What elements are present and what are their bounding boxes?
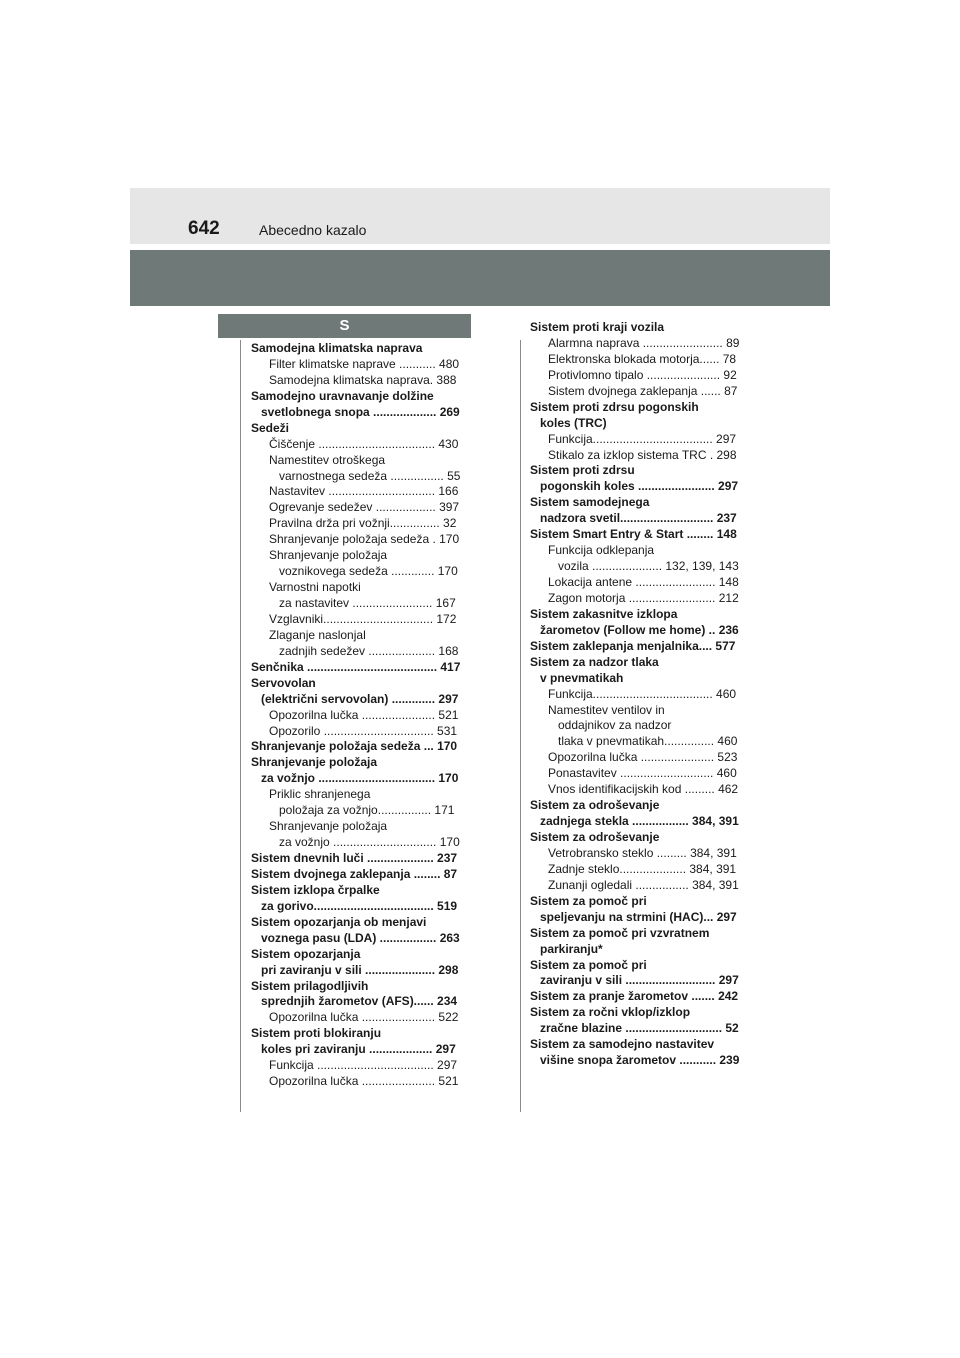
- index-entry: Samodejna klimatska naprava: [251, 341, 423, 355]
- index-subentry: voznikovega sedeža ............. 170: [279, 564, 458, 579]
- index-subentry: sprednjih žarometov (AFS)...... 234: [261, 994, 458, 1009]
- index-subentry: Vetrobransko steklo ......... 384, 391: [548, 845, 737, 860]
- index-subentry: Lokacija antene ........................ 148: [548, 575, 739, 589]
- index-subentry: zaviranju v sili ........................... 297: [540, 973, 739, 988]
- index-subentry: Namestitev otroškega: [269, 452, 386, 467]
- index-subentry: Funkcija.................................... 297: [548, 431, 737, 446]
- index-subentry: nadzora svetil............................ 237: [540, 511, 737, 526]
- index-entry: Sistem samodejnega: [530, 495, 650, 510]
- index-entry: Sistem Smart Entry & Start ........ 148: [530, 527, 737, 542]
- index-subentry: Shranjevanje položaja: [269, 819, 388, 834]
- index-subentry: žarometov (Follow me home) .. 236: [540, 622, 739, 637]
- index-subentry: Protivlomno tipalo ...................... 92: [548, 367, 737, 382]
- index-entry: Sistem proti zdrsu: [530, 463, 635, 478]
- page-number: 642: [188, 218, 220, 239]
- index-subentry: Funkcija.................................... 460: [548, 686, 737, 701]
- index-subentry: Funkcija ................................... 297: [269, 1058, 458, 1073]
- index-subentry: za vožnjo ................................... 170: [261, 771, 459, 786]
- index-subentry: pogonskih koles ....................... 297: [540, 479, 739, 494]
- index-subentry: pri zaviranju v sili ..................... 298: [261, 962, 459, 977]
- index-subentry: Čiščenje ................................... 430: [269, 436, 459, 451]
- index-subentry: Opozorilna lučka ...................... 521: [269, 1074, 459, 1089]
- index-subentry: Vzglavniki................................. 172: [269, 611, 457, 626]
- index-entry: Sistem prilagodljivih: [251, 978, 369, 993]
- index-entry: Sistem zakasnitve izklopa: [530, 606, 678, 621]
- index-entry: Sistem za odroševanje: [530, 830, 660, 844]
- index-entry: Samodejno uravnavanje dolžine: [251, 388, 434, 403]
- index-entry: Sistem izklopa črpalke: [251, 882, 380, 897]
- index-subentry: za gorivo.................................... 519: [261, 898, 458, 913]
- index-entry: Sistem proti blokiranju: [251, 1026, 382, 1041]
- index-subentry: Shranjevanje položaja sedeža . 170: [269, 532, 460, 547]
- index-subentry: za vožnjo ............................... 170: [279, 835, 460, 850]
- index-subentry: Alarmna naprava ........................ 89: [548, 335, 740, 350]
- index-subentry: varnostnega sedeža ................ 55: [279, 468, 461, 483]
- index-subentry: (električni servovolan) ............. 297: [261, 691, 459, 706]
- index-entry: Sistem proti kraji vozila: [530, 320, 665, 334]
- section-title: Abecedno kazalo: [259, 222, 367, 238]
- header-bar: [130, 188, 830, 244]
- index-entry: Sistem za pomoč pri vzvratnem: [530, 925, 710, 940]
- index-entry: Sistem za samodejno nastavitev: [530, 1037, 715, 1052]
- index-subentry: Opozorilna lučka ...................... 523: [548, 750, 738, 765]
- index-subentry: v pnevmatikah: [540, 670, 624, 685]
- index-subentry: Opozorilo ................................. 531: [269, 723, 458, 738]
- index-subentry: Vnos identifikacijskih kod ......... 462: [548, 782, 739, 797]
- index-subentry: oddajnikov za nadzor: [558, 718, 672, 733]
- index-subentry: Sistem dvojnega zaklepanja ...... 87: [548, 383, 738, 398]
- left-column-rule: [240, 340, 241, 1112]
- index-subentry: Varnostni napotki: [269, 580, 361, 595]
- index-subentry: Ogrevanje sedežev .................. 397: [269, 500, 460, 515]
- index-subentry: zračne blazine ............................. 52: [540, 1021, 739, 1036]
- index-subentry: vozila ..................... 132, 139, 143: [558, 559, 739, 574]
- index-entry: Sistem za odroševanje: [530, 798, 660, 813]
- index-subentry: višine snopa žarometov ........... 239: [540, 1053, 740, 1068]
- index-subentry: Zagon motorja .......................... 212: [548, 590, 739, 605]
- index-entry: Sedeži: [251, 420, 290, 435]
- index-entry: Shranjevanje položaja: [251, 755, 378, 770]
- index-subentry: Priklic shranjenega: [269, 787, 371, 802]
- header-band: [130, 250, 830, 306]
- index-subentry: Stikalo za izklop sistema TRC . 298: [548, 447, 737, 462]
- index-entry: Sistem zaklepanja menjalnika.... 577: [530, 638, 736, 653]
- index-subentry: Filter klimatske naprave ........... 480: [269, 356, 460, 371]
- index-subentry: tlaka v pnevmatikah............... 460: [558, 734, 738, 749]
- index-subentry: Pravilna drža pri vožnji............... 32: [269, 516, 457, 531]
- index-entry: Sistem za pomoč pri: [530, 893, 647, 908]
- index-subentry: svetlobnega snopa ................... 269: [261, 404, 460, 419]
- index-entry: Sistem za pranje žarometov ....... 242: [530, 989, 739, 1004]
- right-column-rule: [520, 340, 521, 1112]
- index-subentry: Ponastavitev ............................ 460: [548, 766, 737, 781]
- index-entry: Sistem dvojnega zaklepanja ........ 87: [251, 866, 458, 881]
- index-entry: Sistem za nadzor tlaka: [530, 654, 659, 669]
- index-subentry: za nastavitev ........................ 167: [279, 596, 456, 610]
- index-entry: Shranjevanje položaja sedeža ... 170: [251, 739, 458, 754]
- index-subentry: Zunanji ogledali ................ 384, 391: [548, 877, 739, 892]
- index-letter-tab: S: [218, 314, 471, 338]
- index-subentry: zadnjega stekla ................. 384, 391: [540, 814, 739, 829]
- index-entry: Sistem dnevnih luči .................... 237: [251, 851, 458, 865]
- index-entry: Sistem za pomoč pri: [530, 957, 647, 972]
- index-column-left: [251, 341, 472, 1090]
- index-subentry: Opozorilna lučka ...................... 522: [269, 1010, 459, 1025]
- index-entry: Senčnika ....................................... 417: [251, 659, 461, 674]
- index-subentry: parkiranju*: [540, 941, 603, 956]
- index-subentry: zadnjih sedežev .................... 168: [279, 643, 459, 658]
- index-entry: Sistem opozarjanja ob menjavi: [251, 914, 427, 929]
- index-subentry: speljevanju na strmini (HAC)... 297: [540, 909, 737, 924]
- index-subentry: položaja za vožnjo................ 171: [279, 803, 455, 818]
- index-subentry: Shranjevanje položaja: [269, 548, 388, 563]
- index-subentry: Opozorilna lučka ...................... 521: [269, 707, 459, 722]
- index-entry: Sistem proti zdrsu pogonskih: [530, 399, 699, 414]
- index-subentry: Nastavitev ................................ 166: [269, 484, 459, 499]
- index-subentry: Zlaganje naslonjal: [269, 627, 366, 642]
- index-entry: Sistem za ročni vklop/izklop: [530, 1005, 691, 1020]
- index-column-right: [530, 320, 750, 1069]
- index-subentry: voznega pasu (LDA) ................. 263: [261, 930, 460, 945]
- index-subentry: koles (TRC): [540, 415, 607, 430]
- index-subentry: koles pri zaviranju ................... 297: [261, 1042, 456, 1057]
- index-subentry: Elektronska blokada motorja...... 78: [548, 351, 737, 366]
- index-subentry: Zadnje steklo.................... 384, 391: [548, 861, 737, 876]
- index-entry: Servovolan: [251, 675, 316, 690]
- index-entry: Sistem opozarjanja: [251, 946, 361, 961]
- index-subentry: Samodejna klimatska naprava. 388: [269, 372, 457, 387]
- index-subentry: Namestitev ventilov in: [548, 702, 665, 717]
- index-subentry: Funkcija odklepanja: [548, 543, 655, 558]
